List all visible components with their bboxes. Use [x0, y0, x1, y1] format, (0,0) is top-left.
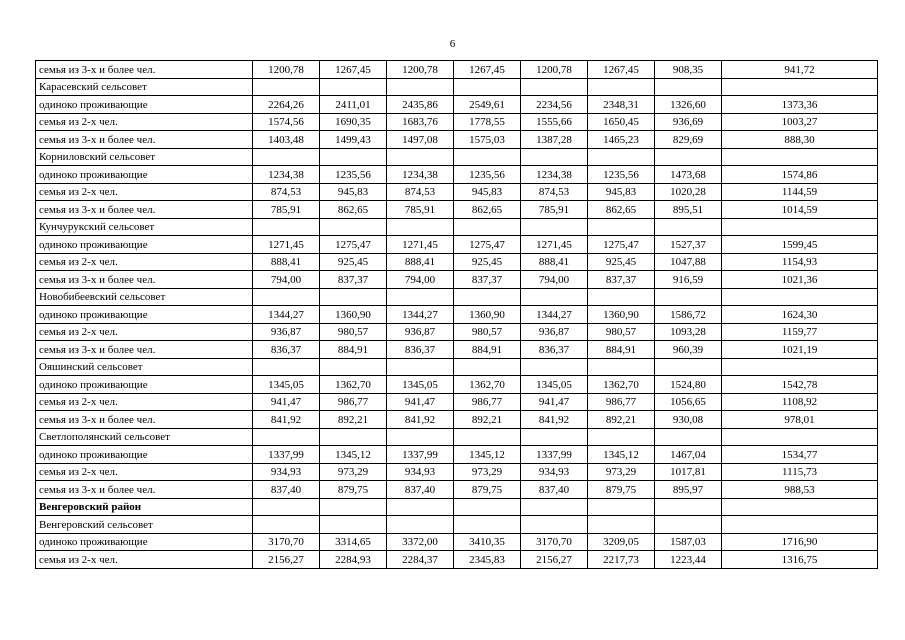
section-header-row — [36, 358, 878, 376]
value-cell: 785,91 — [253, 201, 320, 219]
value-cell — [655, 148, 722, 166]
row-label: семья из 2-х чел. — [36, 463, 253, 481]
section-label: Венгеровский сельсовет — [36, 516, 253, 534]
value-cell: 862,65 — [454, 201, 521, 219]
value-cell — [253, 148, 320, 166]
value-cell: 892,21 — [320, 411, 387, 429]
row-label: семья из 3-х и более чел. — [36, 481, 253, 499]
value-cell: 1624,30 — [722, 306, 878, 324]
table-row — [36, 113, 878, 131]
section-label: Кунчурукский сельсовет — [36, 218, 253, 236]
value-cell: 1021,19 — [722, 341, 878, 359]
section-label: Новобибеевский сельсовет — [36, 288, 253, 306]
value-cell — [588, 78, 655, 96]
value-cell: 934,93 — [387, 463, 454, 481]
value-cell: 837,37 — [454, 271, 521, 289]
page-number: 6 — [449, 38, 456, 50]
value-cell: 1223,44 — [655, 551, 722, 569]
value-cell: 895,51 — [655, 201, 722, 219]
value-cell — [454, 428, 521, 446]
value-cell — [521, 498, 588, 516]
value-cell: 1200,78 — [521, 61, 588, 79]
value-cell — [253, 78, 320, 96]
section-header-row — [36, 78, 878, 96]
value-cell — [521, 148, 588, 166]
value-cell: 2284,93 — [320, 551, 387, 569]
value-cell — [387, 498, 454, 516]
value-cell: 888,30 — [722, 131, 878, 149]
table-row — [36, 271, 878, 289]
value-cell: 1337,99 — [253, 446, 320, 464]
table-row — [36, 183, 878, 201]
value-cell — [588, 358, 655, 376]
value-cell: 1345,12 — [454, 446, 521, 464]
value-cell: 1473,68 — [655, 166, 722, 184]
value-cell: 1467,04 — [655, 446, 722, 464]
value-cell: 2156,27 — [253, 551, 320, 569]
value-cell: 1234,38 — [253, 166, 320, 184]
value-cell: 960,39 — [655, 341, 722, 359]
value-cell: 1362,70 — [320, 376, 387, 394]
value-cell — [521, 218, 588, 236]
value-cell — [722, 218, 878, 236]
value-cell: 892,21 — [588, 411, 655, 429]
value-cell — [454, 218, 521, 236]
value-cell: 895,97 — [655, 481, 722, 499]
value-cell — [253, 428, 320, 446]
value-cell — [722, 148, 878, 166]
value-cell — [588, 498, 655, 516]
value-cell — [722, 288, 878, 306]
value-cell: 836,37 — [521, 341, 588, 359]
value-cell: 1144,59 — [722, 183, 878, 201]
value-cell: 988,53 — [722, 481, 878, 499]
value-cell: 884,91 — [454, 341, 521, 359]
row-label: одиноко проживающие — [36, 446, 253, 464]
value-cell: 2345,83 — [454, 551, 521, 569]
value-cell: 1373,36 — [722, 96, 878, 114]
value-cell: 1524,80 — [655, 376, 722, 394]
value-cell — [454, 498, 521, 516]
value-cell: 1683,76 — [387, 113, 454, 131]
value-cell: 1017,81 — [655, 463, 722, 481]
value-cell: 829,69 — [655, 131, 722, 149]
value-cell: 837,37 — [588, 271, 655, 289]
value-cell: 1599,45 — [722, 236, 878, 254]
value-cell: 879,75 — [454, 481, 521, 499]
value-cell: 1056,65 — [655, 393, 722, 411]
value-cell — [387, 516, 454, 534]
value-cell: 1345,05 — [253, 376, 320, 394]
value-cell: 934,93 — [521, 463, 588, 481]
value-cell: 836,37 — [253, 341, 320, 359]
value-cell: 785,91 — [387, 201, 454, 219]
table-row — [36, 393, 878, 411]
value-cell — [387, 288, 454, 306]
value-cell: 925,45 — [454, 253, 521, 271]
value-cell: 2264,26 — [253, 96, 320, 114]
value-cell: 2217,73 — [588, 551, 655, 569]
value-cell: 1021,36 — [722, 271, 878, 289]
value-cell: 945,83 — [454, 183, 521, 201]
value-cell: 837,40 — [387, 481, 454, 499]
value-cell: 941,72 — [722, 61, 878, 79]
value-cell — [722, 428, 878, 446]
value-cell: 936,87 — [521, 323, 588, 341]
value-cell: 3209,05 — [588, 533, 655, 551]
table-row — [36, 323, 878, 341]
value-cell — [655, 218, 722, 236]
value-cell: 941,47 — [521, 393, 588, 411]
value-cell: 1267,45 — [588, 61, 655, 79]
value-cell: 874,53 — [387, 183, 454, 201]
value-cell — [655, 498, 722, 516]
tariff-table — [35, 60, 878, 569]
value-cell — [320, 218, 387, 236]
value-cell — [454, 148, 521, 166]
section-label: Корниловский сельсовет — [36, 148, 253, 166]
value-cell: 2411,01 — [320, 96, 387, 114]
row-label: семья из 2-х чел. — [36, 393, 253, 411]
value-cell: 925,45 — [320, 253, 387, 271]
table-row — [36, 61, 878, 79]
value-cell: 2549,61 — [454, 96, 521, 114]
value-cell — [722, 516, 878, 534]
section-header-row — [36, 148, 878, 166]
value-cell: 1275,47 — [454, 236, 521, 254]
row-label: одиноко проживающие — [36, 236, 253, 254]
value-cell — [655, 288, 722, 306]
value-cell: 1362,70 — [454, 376, 521, 394]
value-cell: 941,47 — [253, 393, 320, 411]
value-cell: 2284,37 — [387, 551, 454, 569]
value-cell: 1542,78 — [722, 376, 878, 394]
table-row — [36, 96, 878, 114]
value-cell: 1360,90 — [588, 306, 655, 324]
value-cell: 1465,23 — [588, 131, 655, 149]
value-cell — [320, 428, 387, 446]
value-cell: 1275,47 — [320, 236, 387, 254]
value-cell: 1497,08 — [387, 131, 454, 149]
value-cell — [320, 78, 387, 96]
value-cell: 1345,05 — [521, 376, 588, 394]
value-cell — [521, 428, 588, 446]
row-label: одиноко проживающие — [36, 306, 253, 324]
value-cell: 3170,70 — [253, 533, 320, 551]
section-label: Ояшинский сельсовет — [36, 358, 253, 376]
value-cell — [655, 358, 722, 376]
row-label: одиноко проживающие — [36, 96, 253, 114]
value-cell: 1271,45 — [253, 236, 320, 254]
value-cell: 936,87 — [253, 323, 320, 341]
value-cell: 837,40 — [521, 481, 588, 499]
value-cell: 1115,73 — [722, 463, 878, 481]
value-cell: 1271,45 — [387, 236, 454, 254]
value-cell — [253, 498, 320, 516]
value-cell: 841,92 — [253, 411, 320, 429]
value-cell: 3314,65 — [320, 533, 387, 551]
row-label: семья из 3-х и более чел. — [36, 341, 253, 359]
value-cell: 892,21 — [454, 411, 521, 429]
value-cell: 925,45 — [588, 253, 655, 271]
value-cell: 1362,70 — [588, 376, 655, 394]
table-body — [36, 61, 878, 569]
value-cell: 1234,38 — [387, 166, 454, 184]
value-cell: 3410,35 — [454, 533, 521, 551]
value-cell — [320, 288, 387, 306]
value-cell — [521, 288, 588, 306]
value-cell: 1159,77 — [722, 323, 878, 341]
value-cell: 1345,12 — [588, 446, 655, 464]
value-cell: 1267,45 — [320, 61, 387, 79]
value-cell: 862,65 — [588, 201, 655, 219]
value-cell: 879,75 — [320, 481, 387, 499]
value-cell: 980,57 — [320, 323, 387, 341]
value-cell: 1344,27 — [521, 306, 588, 324]
value-cell — [454, 78, 521, 96]
value-cell — [655, 428, 722, 446]
value-cell — [387, 148, 454, 166]
section-label: Карасевский сельсовет — [36, 78, 253, 96]
value-cell: 934,93 — [253, 463, 320, 481]
row-label: одиноко проживающие — [36, 376, 253, 394]
value-cell: 1650,45 — [588, 113, 655, 131]
value-cell: 973,29 — [454, 463, 521, 481]
value-cell — [588, 218, 655, 236]
value-cell: 888,41 — [253, 253, 320, 271]
value-cell: 1337,99 — [521, 446, 588, 464]
table-row — [36, 253, 878, 271]
section-header-row — [36, 516, 878, 534]
value-cell: 1345,12 — [320, 446, 387, 464]
table-row — [36, 341, 878, 359]
value-cell: 1690,35 — [320, 113, 387, 131]
value-cell: 1154,93 — [722, 253, 878, 271]
value-cell: 874,53 — [521, 183, 588, 201]
value-cell: 1387,28 — [521, 131, 588, 149]
value-cell — [253, 358, 320, 376]
table-row — [36, 481, 878, 499]
value-cell — [454, 288, 521, 306]
value-cell — [320, 516, 387, 534]
value-cell: 941,47 — [387, 393, 454, 411]
value-cell: 841,92 — [387, 411, 454, 429]
value-cell: 980,57 — [588, 323, 655, 341]
row-label: одиноко проживающие — [36, 166, 253, 184]
value-cell: 841,92 — [521, 411, 588, 429]
value-cell: 973,29 — [588, 463, 655, 481]
table-row — [36, 236, 878, 254]
value-cell: 884,91 — [320, 341, 387, 359]
value-cell: 1778,55 — [454, 113, 521, 131]
value-cell: 1586,72 — [655, 306, 722, 324]
value-cell: 884,91 — [588, 341, 655, 359]
value-cell — [253, 218, 320, 236]
row-label: семья из 2-х чел. — [36, 113, 253, 131]
value-cell: 1587,03 — [655, 533, 722, 551]
value-cell: 986,77 — [320, 393, 387, 411]
row-label: семья из 2-х чел. — [36, 253, 253, 271]
value-cell: 1527,37 — [655, 236, 722, 254]
value-cell: 1200,78 — [387, 61, 454, 79]
section-label: Светлополянский сельсовет — [36, 428, 253, 446]
value-cell — [320, 498, 387, 516]
value-cell — [454, 358, 521, 376]
row-label: семья из 3-х и более чел. — [36, 61, 253, 79]
section-header-row — [36, 218, 878, 236]
value-cell: 888,41 — [521, 253, 588, 271]
row-label: одиноко проживающие — [36, 533, 253, 551]
value-cell: 836,37 — [387, 341, 454, 359]
value-cell — [387, 78, 454, 96]
value-cell — [722, 78, 878, 96]
value-cell: 794,00 — [387, 271, 454, 289]
row-label: семья из 2-х чел. — [36, 323, 253, 341]
row-label: семья из 3-х и более чел. — [36, 201, 253, 219]
value-cell: 1200,78 — [253, 61, 320, 79]
row-label: семья из 2-х чел. — [36, 551, 253, 569]
value-cell: 1574,86 — [722, 166, 878, 184]
value-cell: 936,87 — [387, 323, 454, 341]
value-cell: 837,40 — [253, 481, 320, 499]
value-cell: 1499,43 — [320, 131, 387, 149]
value-cell: 986,77 — [454, 393, 521, 411]
value-cell: 1108,92 — [722, 393, 878, 411]
value-cell: 1093,28 — [655, 323, 722, 341]
value-cell: 1235,56 — [454, 166, 521, 184]
section-header-row — [36, 288, 878, 306]
table-row — [36, 131, 878, 149]
value-cell: 1235,56 — [588, 166, 655, 184]
value-cell: 973,29 — [320, 463, 387, 481]
value-cell: 1534,77 — [722, 446, 878, 464]
value-cell: 1275,47 — [588, 236, 655, 254]
row-label: семья из 3-х и более чел. — [36, 411, 253, 429]
value-cell: 945,83 — [320, 183, 387, 201]
value-cell: 1575,03 — [454, 131, 521, 149]
value-cell — [454, 516, 521, 534]
table-row — [36, 166, 878, 184]
value-cell: 3170,70 — [521, 533, 588, 551]
table-row — [36, 533, 878, 551]
value-cell: 945,83 — [588, 183, 655, 201]
value-cell: 879,75 — [588, 481, 655, 499]
value-cell: 1344,27 — [387, 306, 454, 324]
table-row — [36, 201, 878, 219]
value-cell — [253, 516, 320, 534]
value-cell: 2156,27 — [521, 551, 588, 569]
value-cell — [253, 288, 320, 306]
value-cell — [320, 358, 387, 376]
value-cell: 2435,86 — [387, 96, 454, 114]
table-row — [36, 411, 878, 429]
table-row — [36, 306, 878, 324]
row-label: семья из 3-х и более чел. — [36, 271, 253, 289]
value-cell — [521, 358, 588, 376]
value-cell: 1716,90 — [722, 533, 878, 551]
value-cell: 2348,31 — [588, 96, 655, 114]
value-cell: 1574,56 — [253, 113, 320, 131]
value-cell: 1555,66 — [521, 113, 588, 131]
table-row — [36, 376, 878, 394]
value-cell — [722, 498, 878, 516]
value-cell: 1234,38 — [521, 166, 588, 184]
value-cell: 1345,05 — [387, 376, 454, 394]
value-cell — [588, 428, 655, 446]
value-cell: 1271,45 — [521, 236, 588, 254]
value-cell — [588, 148, 655, 166]
row-label: семья из 2-х чел. — [36, 183, 253, 201]
table-row — [36, 463, 878, 481]
value-cell — [387, 358, 454, 376]
value-cell: 978,01 — [722, 411, 878, 429]
value-cell: 1267,45 — [454, 61, 521, 79]
value-cell: 1020,28 — [655, 183, 722, 201]
value-cell: 930,08 — [655, 411, 722, 429]
value-cell: 986,77 — [588, 393, 655, 411]
value-cell: 794,00 — [521, 271, 588, 289]
section-header-row — [36, 428, 878, 446]
value-cell: 908,35 — [655, 61, 722, 79]
value-cell: 1344,27 — [253, 306, 320, 324]
value-cell — [655, 78, 722, 96]
value-cell — [320, 148, 387, 166]
value-cell — [521, 78, 588, 96]
value-cell: 1014,59 — [722, 201, 878, 219]
region-row — [36, 498, 878, 516]
value-cell: 785,91 — [521, 201, 588, 219]
value-cell: 794,00 — [253, 271, 320, 289]
value-cell: 1360,90 — [320, 306, 387, 324]
value-cell — [588, 288, 655, 306]
value-cell: 980,57 — [454, 323, 521, 341]
value-cell — [588, 516, 655, 534]
value-cell: 1003,27 — [722, 113, 878, 131]
table-row — [36, 446, 878, 464]
value-cell: 862,65 — [320, 201, 387, 219]
value-cell — [521, 516, 588, 534]
value-cell: 837,37 — [320, 271, 387, 289]
value-cell: 936,69 — [655, 113, 722, 131]
value-cell: 1360,90 — [454, 306, 521, 324]
value-cell — [722, 358, 878, 376]
value-cell — [655, 516, 722, 534]
value-cell: 1403,48 — [253, 131, 320, 149]
value-cell: 2234,56 — [521, 96, 588, 114]
table-row — [36, 551, 878, 569]
value-cell: 1337,99 — [387, 446, 454, 464]
region-label: Венгеровский район — [36, 498, 253, 516]
value-cell — [387, 428, 454, 446]
value-cell: 888,41 — [387, 253, 454, 271]
value-cell: 1326,60 — [655, 96, 722, 114]
value-cell: 1047,88 — [655, 253, 722, 271]
value-cell: 1316,75 — [722, 551, 878, 569]
value-cell: 874,53 — [253, 183, 320, 201]
value-cell: 916,59 — [655, 271, 722, 289]
value-cell: 1235,56 — [320, 166, 387, 184]
row-label: семья из 3-х и более чел. — [36, 131, 253, 149]
value-cell — [387, 218, 454, 236]
value-cell: 3372,00 — [387, 533, 454, 551]
